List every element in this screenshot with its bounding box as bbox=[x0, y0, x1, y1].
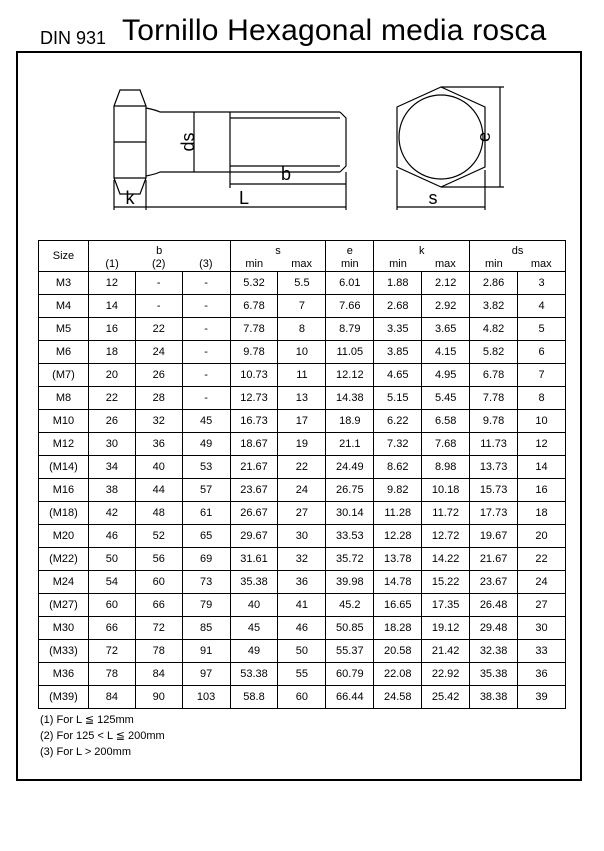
cell-e-min: 66.44 bbox=[326, 686, 374, 709]
cell-ds-min: 23.67 bbox=[470, 571, 518, 594]
cell-k-max: 14.22 bbox=[422, 548, 470, 571]
cell-b1: 16 bbox=[88, 318, 135, 341]
cell-s-min: 45 bbox=[230, 617, 278, 640]
cell-ds-min: 2.86 bbox=[470, 272, 518, 295]
cell-k-min: 16.65 bbox=[374, 594, 422, 617]
cell-size: (M27) bbox=[39, 594, 89, 617]
cell-s-max: 13 bbox=[278, 387, 326, 410]
cell-b3: 45 bbox=[182, 410, 230, 433]
cell-s-min: 23.67 bbox=[230, 479, 278, 502]
cell-ds-min: 3.82 bbox=[470, 295, 518, 318]
cell-k-max: 10.18 bbox=[422, 479, 470, 502]
cell-b2: 32 bbox=[135, 410, 182, 433]
cell-s-min: 21.67 bbox=[230, 456, 278, 479]
cell-b3: - bbox=[182, 272, 230, 295]
cell-b2: 40 bbox=[135, 456, 182, 479]
cell-size: M36 bbox=[39, 663, 89, 686]
cell-b2: 60 bbox=[135, 571, 182, 594]
cell-ds-min: 29.48 bbox=[470, 617, 518, 640]
cell-e-min: 18.9 bbox=[326, 410, 374, 433]
dimensions-table bbox=[38, 240, 566, 709]
table-row bbox=[39, 272, 566, 295]
cell-s-max: 11 bbox=[278, 364, 326, 387]
table-row bbox=[39, 341, 566, 364]
cell-b2: - bbox=[135, 295, 182, 318]
cell-s-min: 9.78 bbox=[230, 341, 278, 364]
cell-k-min: 1.88 bbox=[374, 272, 422, 295]
cell-size: (M14) bbox=[39, 456, 89, 479]
cell-b3: - bbox=[182, 341, 230, 364]
footnote-2: (2) For 125 < L ≦ 200mm bbox=[40, 730, 165, 742]
cell-size: M3 bbox=[39, 272, 89, 295]
cell-b1: 30 bbox=[88, 433, 135, 456]
cell-k-min: 11.28 bbox=[374, 502, 422, 525]
cell-e-min: 30.14 bbox=[326, 502, 374, 525]
cell-e-min: 60.79 bbox=[326, 663, 374, 686]
cell-b3: 85 bbox=[182, 617, 230, 640]
cell-k-max: 17.35 bbox=[422, 594, 470, 617]
cell-s-min: 10.73 bbox=[230, 364, 278, 387]
cell-ds-max: 22 bbox=[518, 548, 566, 571]
cell-k-max: 25.42 bbox=[422, 686, 470, 709]
table-row bbox=[39, 479, 566, 502]
cell-size: (M33) bbox=[39, 640, 89, 663]
b-group-header: b bbox=[88, 241, 230, 258]
cell-k-max: 21.42 bbox=[422, 640, 470, 663]
cell-s-min: 26.67 bbox=[230, 502, 278, 525]
cell-s-max: 17 bbox=[278, 410, 326, 433]
cell-s-min: 18.67 bbox=[230, 433, 278, 456]
cell-s-max: 22 bbox=[278, 456, 326, 479]
table-row bbox=[39, 640, 566, 663]
cell-k-min: 7.32 bbox=[374, 433, 422, 456]
cell-ds-min: 7.78 bbox=[470, 387, 518, 410]
cell-s-min: 35.38 bbox=[230, 571, 278, 594]
cell-k-max: 4.15 bbox=[422, 341, 470, 364]
ds-max-subheader: max bbox=[518, 257, 566, 272]
cell-k-min: 22.08 bbox=[374, 663, 422, 686]
cell-k-max: 6.58 bbox=[422, 410, 470, 433]
table-row bbox=[39, 502, 566, 525]
cell-ds-max: 27 bbox=[518, 594, 566, 617]
cell-b1: 72 bbox=[88, 640, 135, 663]
cell-k-min: 3.85 bbox=[374, 341, 422, 364]
table-row bbox=[39, 295, 566, 318]
bolt-head-end bbox=[397, 87, 485, 187]
cell-ds-min: 4.82 bbox=[470, 318, 518, 341]
e-label: e bbox=[474, 131, 494, 143]
cell-b2: 28 bbox=[135, 387, 182, 410]
cell-s-min: 31.61 bbox=[230, 548, 278, 571]
cell-b3: 91 bbox=[182, 640, 230, 663]
cell-s-min: 49 bbox=[230, 640, 278, 663]
cell-k-min: 12.28 bbox=[374, 525, 422, 548]
cell-b3: 97 bbox=[182, 663, 230, 686]
s-label: s bbox=[428, 188, 438, 208]
cell-k-min: 9.82 bbox=[374, 479, 422, 502]
cell-size: M4 bbox=[39, 295, 89, 318]
s-max-subheader: max bbox=[278, 257, 326, 272]
cell-b1: 60 bbox=[88, 594, 135, 617]
cell-e-min: 24.49 bbox=[326, 456, 374, 479]
cell-s-max: 50 bbox=[278, 640, 326, 663]
bolt-drawing bbox=[100, 80, 510, 215]
cell-b3: 69 bbox=[182, 548, 230, 571]
cell-ds-min: 17.73 bbox=[470, 502, 518, 525]
cell-s-max: 8 bbox=[278, 318, 326, 341]
cell-b1: 14 bbox=[88, 295, 135, 318]
cell-b2: 22 bbox=[135, 318, 182, 341]
cell-k-min: 8.62 bbox=[374, 456, 422, 479]
cell-s-max: 60 bbox=[278, 686, 326, 709]
cell-ds-max: 6 bbox=[518, 341, 566, 364]
cell-k-max: 2.92 bbox=[422, 295, 470, 318]
cell-e-min: 12.12 bbox=[326, 364, 374, 387]
cell-s-max: 7 bbox=[278, 295, 326, 318]
L-label: L bbox=[238, 188, 250, 208]
cell-s-max: 5.5 bbox=[278, 272, 326, 295]
cell-b1: 42 bbox=[88, 502, 135, 525]
table-row bbox=[39, 456, 566, 479]
cell-s-max: 55 bbox=[278, 663, 326, 686]
cell-k-max: 2.12 bbox=[422, 272, 470, 295]
cell-b2: 24 bbox=[135, 341, 182, 364]
cell-b3: 61 bbox=[182, 502, 230, 525]
cell-b1: 22 bbox=[88, 387, 135, 410]
cell-e-min: 8.79 bbox=[326, 318, 374, 341]
ds-label: ds bbox=[178, 132, 198, 152]
cell-k-min: 20.58 bbox=[374, 640, 422, 663]
bolt-head-side bbox=[114, 90, 146, 194]
cell-ds-min: 15.73 bbox=[470, 479, 518, 502]
cell-b3: 49 bbox=[182, 433, 230, 456]
cell-size: M16 bbox=[39, 479, 89, 502]
k-min-subheader: min bbox=[374, 257, 422, 272]
cell-b1: 84 bbox=[88, 686, 135, 709]
cell-ds-max: 12 bbox=[518, 433, 566, 456]
cell-k-min: 2.68 bbox=[374, 295, 422, 318]
table-row bbox=[39, 617, 566, 640]
cell-k-min: 3.35 bbox=[374, 318, 422, 341]
b2-subheader: (2) bbox=[135, 257, 182, 272]
cell-size: (M18) bbox=[39, 502, 89, 525]
footnotes bbox=[40, 712, 165, 760]
cell-b2: 72 bbox=[135, 617, 182, 640]
table-row bbox=[39, 525, 566, 548]
cell-s-min: 7.78 bbox=[230, 318, 278, 341]
cell-size: (M7) bbox=[39, 364, 89, 387]
cell-s-max: 46 bbox=[278, 617, 326, 640]
cell-k-min: 6.22 bbox=[374, 410, 422, 433]
ds-group-header: ds bbox=[470, 241, 566, 258]
cell-b2: 44 bbox=[135, 479, 182, 502]
cell-ds-max: 5 bbox=[518, 318, 566, 341]
cell-b1: 26 bbox=[88, 410, 135, 433]
cell-size: M20 bbox=[39, 525, 89, 548]
cell-k-min: 18.28 bbox=[374, 617, 422, 640]
b-label: b bbox=[280, 164, 292, 184]
cell-ds-min: 13.73 bbox=[470, 456, 518, 479]
cell-k-min: 4.65 bbox=[374, 364, 422, 387]
table-row bbox=[39, 433, 566, 456]
cell-b2: 90 bbox=[135, 686, 182, 709]
cell-b1: 46 bbox=[88, 525, 135, 548]
cell-k-max: 4.95 bbox=[422, 364, 470, 387]
cell-b1: 78 bbox=[88, 663, 135, 686]
cell-k-max: 12.72 bbox=[422, 525, 470, 548]
cell-ds-max: 36 bbox=[518, 663, 566, 686]
k-max-subheader: max bbox=[422, 257, 470, 272]
cell-s-max: 32 bbox=[278, 548, 326, 571]
cell-s-min: 58.8 bbox=[230, 686, 278, 709]
cell-b2: 78 bbox=[135, 640, 182, 663]
k-group-header: k bbox=[374, 241, 470, 258]
page-title: Tornillo Hexagonal media rosca bbox=[122, 14, 547, 47]
cell-ds-max: 14 bbox=[518, 456, 566, 479]
cell-k-min: 5.15 bbox=[374, 387, 422, 410]
cell-s-min: 40 bbox=[230, 594, 278, 617]
table-body bbox=[39, 272, 566, 709]
cell-ds-min: 5.82 bbox=[470, 341, 518, 364]
cell-s-max: 10 bbox=[278, 341, 326, 364]
cell-size: (M22) bbox=[39, 548, 89, 571]
ds-min-subheader: min bbox=[470, 257, 518, 272]
e-group-header: e bbox=[326, 241, 374, 258]
cell-b3: 53 bbox=[182, 456, 230, 479]
cell-ds-max: 33 bbox=[518, 640, 566, 663]
cell-e-min: 21.1 bbox=[326, 433, 374, 456]
cell-ds-max: 8 bbox=[518, 387, 566, 410]
cell-k-min: 24.58 bbox=[374, 686, 422, 709]
table-row bbox=[39, 364, 566, 387]
cell-k-max: 3.65 bbox=[422, 318, 470, 341]
cell-k-max: 11.72 bbox=[422, 502, 470, 525]
cell-s-min: 6.78 bbox=[230, 295, 278, 318]
cell-b3: - bbox=[182, 295, 230, 318]
cell-e-min: 55.37 bbox=[326, 640, 374, 663]
cell-ds-min: 6.78 bbox=[470, 364, 518, 387]
cell-ds-min: 19.67 bbox=[470, 525, 518, 548]
footnote-1: (1) For L ≦ 125mm bbox=[40, 714, 134, 726]
cell-k-min: 14.78 bbox=[374, 571, 422, 594]
size-header: Size bbox=[39, 241, 89, 272]
cell-s-max: 36 bbox=[278, 571, 326, 594]
cell-b1: 18 bbox=[88, 341, 135, 364]
table-row bbox=[39, 571, 566, 594]
cell-e-min: 11.05 bbox=[326, 341, 374, 364]
cell-s-min: 16.73 bbox=[230, 410, 278, 433]
standard-code: DIN 931 bbox=[40, 28, 107, 48]
cell-b1: 50 bbox=[88, 548, 135, 571]
k-label: k bbox=[125, 188, 135, 208]
s-group-header: s bbox=[230, 241, 326, 258]
cell-b1: 12 bbox=[88, 272, 135, 295]
cell-size: M6 bbox=[39, 341, 89, 364]
cell-ds-max: 4 bbox=[518, 295, 566, 318]
table-row bbox=[39, 387, 566, 410]
cell-b2: 84 bbox=[135, 663, 182, 686]
cell-s-min: 5.32 bbox=[230, 272, 278, 295]
table-row bbox=[39, 548, 566, 571]
table-row bbox=[39, 594, 566, 617]
cell-b3: 103 bbox=[182, 686, 230, 709]
cell-e-min: 33.53 bbox=[326, 525, 374, 548]
cell-e-min: 7.66 bbox=[326, 295, 374, 318]
cell-b1: 20 bbox=[88, 364, 135, 387]
cell-ds-max: 10 bbox=[518, 410, 566, 433]
cell-b2: 26 bbox=[135, 364, 182, 387]
cell-size: M8 bbox=[39, 387, 89, 410]
cell-k-max: 22.92 bbox=[422, 663, 470, 686]
cell-b1: 34 bbox=[88, 456, 135, 479]
cell-ds-min: 38.38 bbox=[470, 686, 518, 709]
cell-k-max: 5.45 bbox=[422, 387, 470, 410]
cell-size: M12 bbox=[39, 433, 89, 456]
cell-b2: - bbox=[135, 272, 182, 295]
cell-ds-max: 20 bbox=[518, 525, 566, 548]
cell-k-max: 19.12 bbox=[422, 617, 470, 640]
cell-k-min: 13.78 bbox=[374, 548, 422, 571]
cell-ds-max: 39 bbox=[518, 686, 566, 709]
cell-size: M30 bbox=[39, 617, 89, 640]
cell-b1: 66 bbox=[88, 617, 135, 640]
footnote-3: (3) For L > 200mm bbox=[40, 746, 131, 758]
table-row bbox=[39, 686, 566, 709]
cell-ds-max: 24 bbox=[518, 571, 566, 594]
cell-b2: 36 bbox=[135, 433, 182, 456]
cell-b3: 79 bbox=[182, 594, 230, 617]
cell-b3: - bbox=[182, 364, 230, 387]
cell-s-min: 29.67 bbox=[230, 525, 278, 548]
table-row bbox=[39, 410, 566, 433]
cell-size: (M39) bbox=[39, 686, 89, 709]
cell-e-min: 14.38 bbox=[326, 387, 374, 410]
cell-b1: 54 bbox=[88, 571, 135, 594]
cell-ds-min: 11.73 bbox=[470, 433, 518, 456]
cell-ds-min: 35.38 bbox=[470, 663, 518, 686]
cell-k-max: 15.22 bbox=[422, 571, 470, 594]
cell-ds-max: 3 bbox=[518, 272, 566, 295]
cell-b2: 52 bbox=[135, 525, 182, 548]
cell-b3: - bbox=[182, 318, 230, 341]
cell-k-max: 8.98 bbox=[422, 456, 470, 479]
cell-ds-min: 9.78 bbox=[470, 410, 518, 433]
cell-k-max: 7.68 bbox=[422, 433, 470, 456]
cell-b3: 73 bbox=[182, 571, 230, 594]
s-min-subheader: min bbox=[230, 257, 278, 272]
cell-b3: 65 bbox=[182, 525, 230, 548]
table-row bbox=[39, 663, 566, 686]
cell-b3: 57 bbox=[182, 479, 230, 502]
cell-ds-min: 32.38 bbox=[470, 640, 518, 663]
cell-s-max: 24 bbox=[278, 479, 326, 502]
cell-e-min: 39.98 bbox=[326, 571, 374, 594]
cell-s-min: 12.73 bbox=[230, 387, 278, 410]
cell-e-min: 6.01 bbox=[326, 272, 374, 295]
cell-e-min: 50.85 bbox=[326, 617, 374, 640]
cell-ds-max: 16 bbox=[518, 479, 566, 502]
cell-s-max: 30 bbox=[278, 525, 326, 548]
cell-s-max: 41 bbox=[278, 594, 326, 617]
cell-b2: 48 bbox=[135, 502, 182, 525]
cell-b2: 66 bbox=[135, 594, 182, 617]
bolt-shank bbox=[146, 108, 346, 176]
cell-b2: 56 bbox=[135, 548, 182, 571]
cell-size: M24 bbox=[39, 571, 89, 594]
cell-s-min: 53.38 bbox=[230, 663, 278, 686]
cell-size: M10 bbox=[39, 410, 89, 433]
cell-b1: 38 bbox=[88, 479, 135, 502]
cell-ds-max: 18 bbox=[518, 502, 566, 525]
cell-ds-min: 21.67 bbox=[470, 548, 518, 571]
cell-e-min: 26.75 bbox=[326, 479, 374, 502]
cell-b3: - bbox=[182, 387, 230, 410]
cell-s-max: 27 bbox=[278, 502, 326, 525]
table-row bbox=[39, 318, 566, 341]
e-min-subheader: min bbox=[326, 257, 374, 272]
cell-ds-min: 26.48 bbox=[470, 594, 518, 617]
cell-ds-max: 7 bbox=[518, 364, 566, 387]
cell-size: M5 bbox=[39, 318, 89, 341]
cell-s-max: 19 bbox=[278, 433, 326, 456]
b3-subheader: (3) bbox=[182, 257, 230, 272]
cell-e-min: 35.72 bbox=[326, 548, 374, 571]
b1-subheader: (1) bbox=[88, 257, 135, 272]
cell-ds-max: 30 bbox=[518, 617, 566, 640]
cell-e-min: 45.2 bbox=[326, 594, 374, 617]
